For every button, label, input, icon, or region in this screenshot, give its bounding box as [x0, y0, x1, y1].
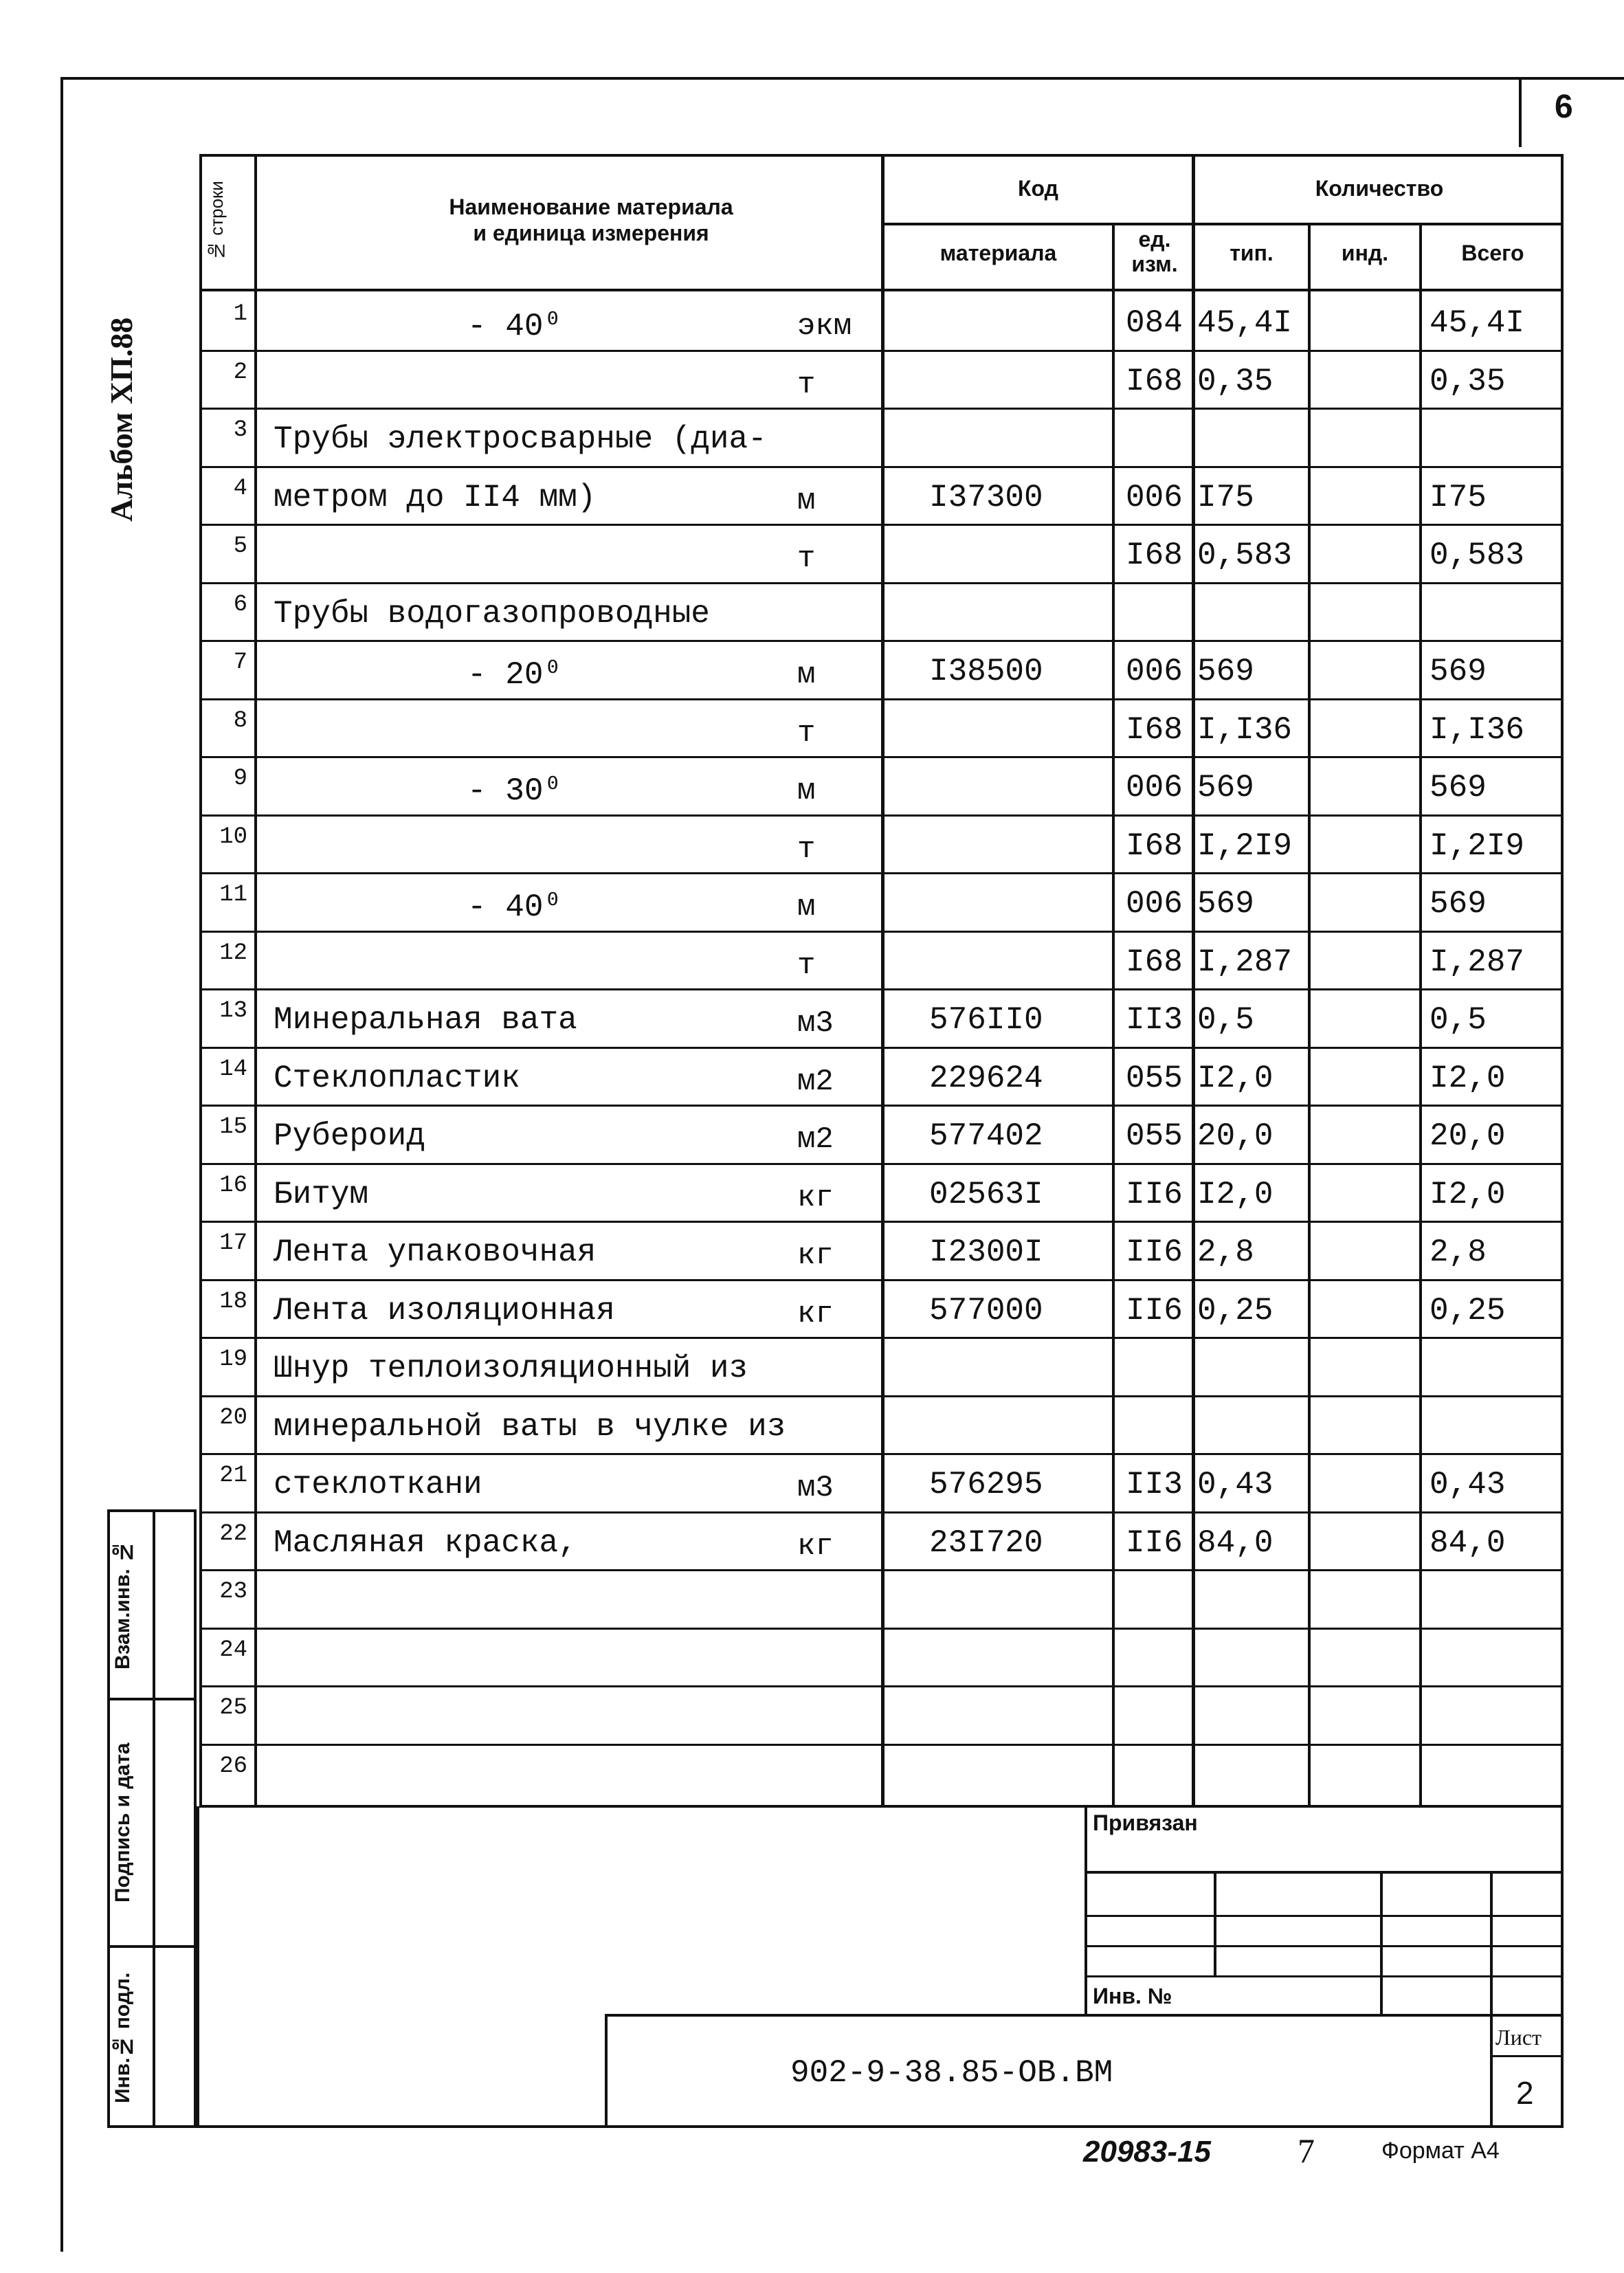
- side-stamp-line-1: [107, 1698, 197, 1700]
- unit-label: т: [797, 542, 816, 576]
- unit-label: м3: [797, 1471, 834, 1505]
- qty-total: 0,43: [1430, 1467, 1506, 1503]
- list-divider: [1490, 2055, 1564, 2057]
- row-number: 9: [233, 766, 247, 792]
- row-line: [199, 1221, 1564, 1223]
- unit-label: кг: [797, 1296, 834, 1331]
- privyazan-col-2: [1380, 1871, 1383, 2015]
- row-line: [199, 756, 1564, 758]
- row-line: [199, 814, 1564, 817]
- row-number: 20: [219, 1404, 247, 1431]
- row-number: 14: [219, 1056, 247, 1083]
- qty-typ: 45,4I: [1197, 305, 1293, 341]
- album-label: Альбом ХП.88: [104, 317, 139, 522]
- qty-total: I75: [1430, 479, 1487, 515]
- qty-total: 569: [1430, 654, 1487, 689]
- unit-label: кг: [797, 1180, 834, 1215]
- unit-code: II3: [1126, 1467, 1183, 1503]
- row-number: 19: [219, 1346, 247, 1373]
- material-name: Масляная краска,: [274, 1524, 577, 1561]
- side-stamp-line-2: [107, 1945, 197, 1948]
- unit-label: м: [797, 658, 816, 692]
- qty-typ: 569: [1197, 886, 1254, 922]
- row-line: [199, 1628, 1564, 1630]
- row-number: 3: [233, 417, 247, 443]
- unit-label: м: [797, 890, 816, 924]
- qty-total: I,287: [1430, 944, 1525, 980]
- unit-code: I68: [1126, 363, 1183, 399]
- row-line: [199, 1047, 1564, 1049]
- doc-code-left-line: [605, 2014, 608, 2128]
- col-line-name: [881, 154, 885, 1808]
- qty-total: 2,8: [1430, 1234, 1487, 1270]
- unit-label: кг: [797, 1239, 834, 1273]
- material-name: - 40⁰: [467, 889, 563, 925]
- qty-typ: I,2I9: [1197, 828, 1293, 864]
- privyazan-left-line: [1084, 1806, 1087, 2015]
- unit-label: м2: [797, 1122, 834, 1157]
- unit-label: м: [797, 774, 816, 808]
- col-line-unit: [1192, 154, 1195, 1808]
- unit-code: II6: [1126, 1292, 1183, 1329]
- qty-total: 0,35: [1430, 363, 1506, 399]
- row-line: [199, 1569, 1564, 1571]
- material-code: I38500: [929, 654, 1043, 689]
- format-label: Формат А4: [1381, 2138, 1500, 2164]
- title-bottom-line: [197, 2125, 1564, 2128]
- row-number: 25: [219, 1695, 247, 1721]
- qty-typ: 0,25: [1197, 1292, 1273, 1329]
- header-code-unit: ед. изм.: [1131, 227, 1178, 276]
- row-line: [199, 350, 1564, 352]
- qty-typ: 20,0: [1197, 1118, 1273, 1154]
- unit-label: м2: [797, 1064, 834, 1099]
- footer-page: 7: [1298, 2131, 1315, 2170]
- header-qty-group: Количество: [1315, 176, 1444, 201]
- unit-code: 055: [1126, 1118, 1183, 1154]
- row-line: [199, 698, 1564, 700]
- material-code: 576295: [929, 1467, 1043, 1503]
- row-line: [199, 1337, 1564, 1339]
- material-name: Минеральная вата: [274, 1002, 577, 1038]
- header-qty-total: Всего: [1461, 241, 1524, 265]
- unit-code: 084: [1126, 305, 1183, 341]
- unit-code: 006: [1126, 886, 1183, 922]
- material-name: - 40⁰: [467, 309, 563, 344]
- row-number: 13: [219, 998, 247, 1024]
- material-code: 577402: [929, 1118, 1043, 1154]
- unit-code: 006: [1126, 654, 1183, 689]
- unit-code: II6: [1126, 1234, 1183, 1270]
- row-line: [199, 1744, 1564, 1746]
- unit-code: II3: [1126, 1002, 1183, 1038]
- material-name: Трубы электросварные (диа-: [274, 421, 767, 457]
- material-code: 576II0: [929, 1002, 1043, 1038]
- material-name: минеральной ваты в чулке из: [274, 1408, 786, 1445]
- material-name: метром до II4 мм): [274, 479, 597, 515]
- privyazan-col-1: [1214, 1871, 1216, 1975]
- corner-divider: [1519, 77, 1522, 147]
- qty-total: 0,583: [1430, 537, 1525, 573]
- qty-typ: 0,43: [1197, 1467, 1273, 1503]
- row-line: [199, 1685, 1564, 1687]
- side-stamp-divider: [153, 1509, 155, 2128]
- material-name: Трубы водогазопроводные: [274, 595, 710, 632]
- doc-code-top-line: [605, 2014, 1564, 2017]
- unit-code: 006: [1126, 479, 1183, 515]
- material-code: I2300I: [929, 1234, 1043, 1270]
- row-number: 7: [233, 650, 247, 676]
- qty-total: 569: [1430, 886, 1487, 922]
- row-number: 4: [233, 475, 247, 502]
- row-number: 18: [219, 1288, 247, 1315]
- qty-total: 0,5: [1430, 1002, 1487, 1038]
- row-number: 15: [219, 1114, 247, 1140]
- qty-typ: 2,8: [1197, 1234, 1254, 1270]
- material-code: 23I720: [929, 1524, 1043, 1561]
- title-right-line: [1561, 1806, 1564, 2128]
- side-stamp-podpis: Подпись и дата: [111, 1742, 134, 1903]
- doc-code: 902-9-38.85-ОВ.ВМ: [790, 2055, 1113, 2091]
- row-line: [199, 1279, 1564, 1281]
- row-number: 2: [233, 359, 247, 386]
- material-code: 577000: [929, 1292, 1043, 1329]
- unit-label: кг: [797, 1529, 834, 1564]
- qty-typ: 569: [1197, 770, 1254, 806]
- qty-total: 569: [1430, 770, 1487, 806]
- row-number: 24: [219, 1637, 247, 1663]
- material-name: Битум: [274, 1176, 369, 1212]
- list-label: Лист: [1495, 2025, 1542, 2050]
- qty-typ: 0,5: [1197, 1002, 1254, 1038]
- archive-number: 20983-15: [1083, 2135, 1211, 2169]
- qty-total: 84,0: [1430, 1524, 1506, 1561]
- unit-code: I68: [1126, 711, 1183, 748]
- qty-total: I2,0: [1430, 1060, 1506, 1096]
- unit-code: I68: [1126, 537, 1183, 573]
- row-number: 8: [233, 707, 247, 734]
- unit-code: I68: [1126, 944, 1183, 980]
- material-name: стеклоткани: [274, 1467, 482, 1503]
- row-line: [199, 1105, 1564, 1107]
- unit-code: II6: [1126, 1524, 1183, 1561]
- material-name: - 20⁰: [467, 657, 563, 693]
- header-qty-ind: инд.: [1341, 241, 1389, 265]
- title-left-line: [197, 1806, 199, 2128]
- col-line-row-no: [254, 154, 257, 1808]
- row-number: 6: [233, 591, 247, 618]
- privyazan-label: Привязан: [1093, 1810, 1198, 1835]
- unit-label: т: [797, 716, 816, 751]
- privyazan-col-3: [1490, 1871, 1493, 2128]
- qty-typ: I2,0: [1197, 1060, 1273, 1096]
- qty-total: 20,0: [1430, 1118, 1506, 1154]
- header-qty-typ: тип.: [1230, 241, 1273, 265]
- row-number: 26: [219, 1753, 247, 1779]
- unit-label: экм: [797, 309, 852, 344]
- qty-typ: I75: [1197, 479, 1254, 515]
- row-number: 5: [233, 533, 247, 559]
- row-line: [199, 466, 1564, 468]
- qty-typ: 569: [1197, 654, 1254, 689]
- unit-label: м3: [797, 1006, 834, 1041]
- header-mid-line: [881, 223, 1564, 225]
- row-number: 10: [219, 823, 247, 850]
- row-line: [199, 1453, 1564, 1455]
- inv-no-label: Инв. №: [1093, 1984, 1172, 2008]
- material-name: - 30⁰: [467, 773, 563, 809]
- unit-code: II6: [1126, 1176, 1183, 1212]
- material-name: Рубероид: [274, 1118, 425, 1154]
- material-name: Стеклопластик: [274, 1060, 520, 1096]
- row-number: 11: [219, 882, 247, 908]
- unit-code: 006: [1126, 770, 1183, 806]
- row-line: [199, 931, 1564, 933]
- side-stamp-vzam: Взам.инв. №: [111, 1540, 134, 1670]
- header-bottom-line: [199, 289, 1564, 291]
- unit-code: I68: [1126, 828, 1183, 864]
- material-name: Лента упаковочная: [274, 1234, 597, 1270]
- qty-typ: 0,583: [1197, 537, 1293, 573]
- material-name: Шнур теплоизоляционный из: [274, 1351, 748, 1386]
- qty-typ: 84,0: [1197, 1524, 1273, 1561]
- row-number: 22: [219, 1520, 247, 1547]
- row-line: [199, 582, 1564, 584]
- unit-code: 055: [1126, 1060, 1183, 1096]
- row-number: 16: [219, 1172, 247, 1199]
- sheet-corner-number: 6: [1555, 89, 1573, 125]
- qty-total: I,2I9: [1430, 828, 1525, 864]
- unit-label: т: [797, 367, 816, 402]
- material-code: 02563I: [929, 1176, 1043, 1212]
- material-code: 229624: [929, 1060, 1043, 1096]
- header-code-material: материала: [939, 241, 1057, 265]
- row-line: [199, 640, 1564, 642]
- qty-typ: I,I36: [1197, 711, 1293, 748]
- row-line: [199, 408, 1564, 410]
- row-line: [199, 1395, 1564, 1397]
- qty-total: 0,25: [1430, 1292, 1506, 1329]
- row-number: 23: [219, 1579, 247, 1605]
- material-name: Лента изоляционная: [274, 1292, 615, 1329]
- row-line: [199, 872, 1564, 874]
- unit-label: м: [797, 483, 816, 518]
- qty-total: I,I36: [1430, 711, 1525, 748]
- qty-total: 45,4I: [1430, 305, 1525, 341]
- unit-label: т: [797, 948, 816, 983]
- row-number: 1: [233, 301, 247, 327]
- row-line: [199, 1163, 1564, 1165]
- qty-typ: I,287: [1197, 944, 1293, 980]
- row-number: 12: [219, 940, 247, 966]
- row-line: [199, 524, 1564, 526]
- row-line: [199, 1511, 1564, 1514]
- qty-typ: 0,35: [1197, 363, 1273, 399]
- header-code-group: Код: [1018, 176, 1058, 201]
- header-name: Наименование материала и единица измерения: [449, 195, 733, 245]
- row-number: 17: [219, 1230, 247, 1256]
- side-stamp-inv-podl: Инв.№ подл.: [111, 1972, 134, 2104]
- row-line: [199, 988, 1564, 990]
- header-row-no: № строки: [206, 181, 227, 262]
- row-number: 21: [219, 1463, 247, 1489]
- qty-typ: I2,0: [1197, 1176, 1273, 1212]
- unit-label: т: [797, 832, 816, 867]
- list-number: 2: [1516, 2075, 1534, 2111]
- qty-total: I2,0: [1430, 1176, 1506, 1212]
- material-code: I37300: [929, 479, 1043, 515]
